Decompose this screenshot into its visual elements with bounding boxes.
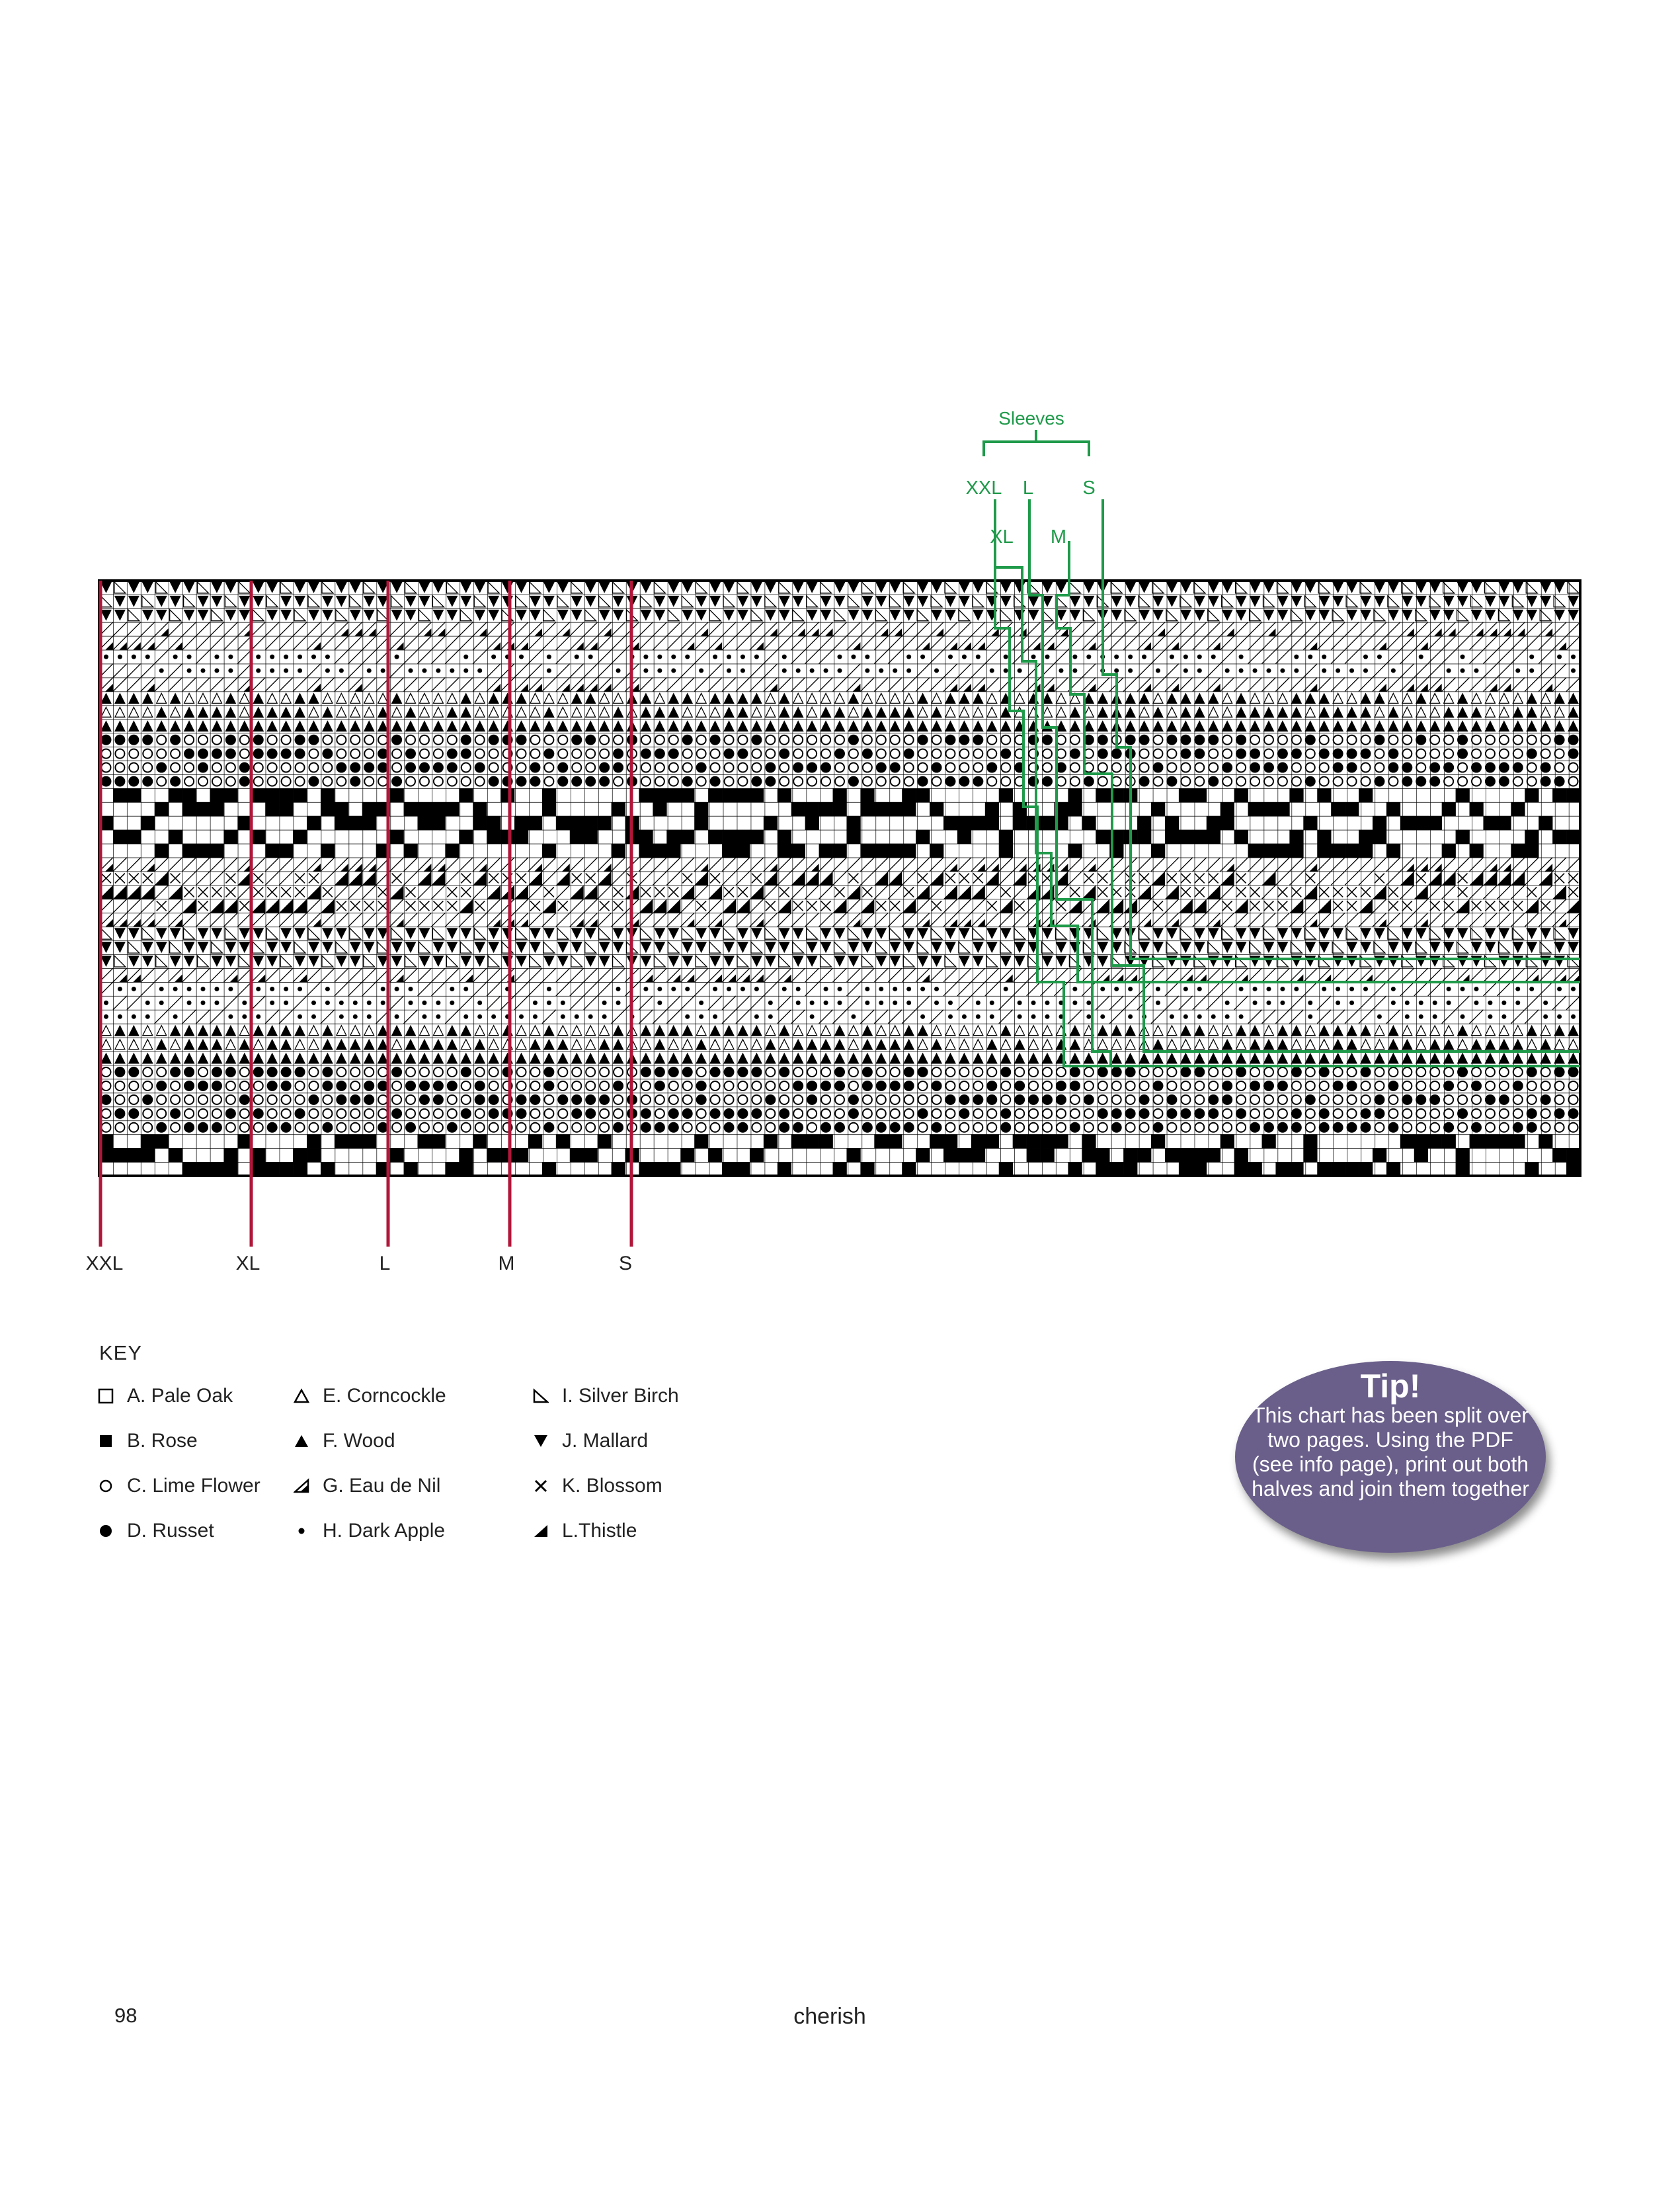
key-item-i: I. Silver Birch: [533, 1385, 679, 1407]
key-item-c: C. Lime Flower: [98, 1475, 260, 1497]
filled-circle-icon: [98, 1523, 114, 1539]
sleeve-label-s: S: [1082, 477, 1096, 499]
tip-callout: [1235, 1361, 1546, 1553]
down-triangle-icon: [533, 1433, 549, 1449]
sleeves-title: Sleeves: [998, 408, 1064, 429]
key-item-b: B. Rose: [98, 1430, 198, 1452]
corner-triangle-icon: [533, 1388, 549, 1404]
sleeve-label-m: M: [1050, 526, 1067, 548]
open-triangle-icon: [294, 1388, 309, 1404]
key-item-a: A. Pale Oak: [98, 1385, 233, 1407]
cross-icon: [533, 1478, 549, 1494]
sleeve-label-l: L: [1022, 477, 1034, 499]
sleeve-label-xxl: XXL: [965, 477, 1002, 499]
half-triangle-icon: [294, 1478, 309, 1494]
page-number: 98: [114, 2004, 138, 2027]
tip-title: Tip!: [1360, 1368, 1421, 1405]
size-label-s: S: [618, 1253, 633, 1274]
filled-square-icon: [98, 1433, 114, 1449]
key-item-g: G. Eau de Nil: [294, 1475, 440, 1497]
key-item-l: L.Thistle: [533, 1520, 637, 1542]
key-item-h: H. Dark Apple: [294, 1520, 445, 1542]
key-item-d: D. Russet: [98, 1520, 214, 1542]
small-dot-icon: [294, 1523, 309, 1539]
key-title: KEY: [99, 1341, 143, 1364]
thistle-triangle-icon: [533, 1523, 549, 1539]
open-square-icon: [98, 1388, 114, 1404]
key-item-f: F. Wood: [294, 1430, 395, 1452]
key-item-j: J. Mallard: [533, 1430, 648, 1452]
filled-triangle-icon: [294, 1433, 309, 1449]
key-item-e: E. Corncockle: [294, 1385, 446, 1407]
size-label-xl: XL: [235, 1253, 260, 1274]
tip-text: This chart has been split over two pages. Using the PDF (see info page), print out both halves and join them together: [1252, 1403, 1529, 1501]
sleeves-bracket: [984, 430, 1089, 456]
key-item-k: K. Blossom: [533, 1475, 662, 1497]
open-circle-icon: [98, 1478, 114, 1494]
sleeve-label-xl: XL: [990, 526, 1014, 548]
footer-title: cherish: [793, 2004, 866, 2029]
size-label-l: L: [379, 1253, 391, 1274]
size-label-xxl: XXL: [85, 1253, 124, 1274]
chart-grid: [99, 581, 1580, 1176]
size-label-m: M: [498, 1253, 515, 1274]
